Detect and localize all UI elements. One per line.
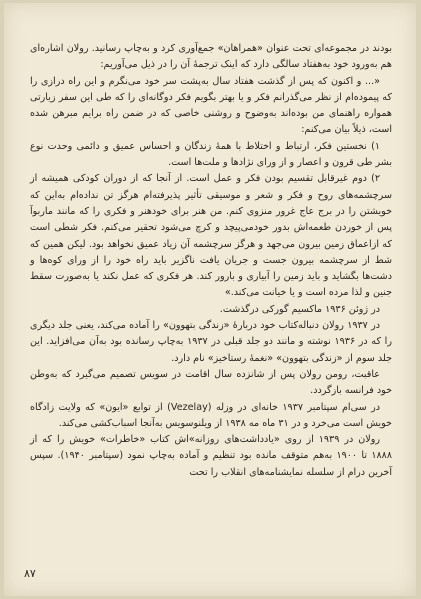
paragraph: در سی‌ام سپتامبر ۱۹۳۷ خانه‌ای در وزله (Vezelay) از توابع «ایون» که ولایت زادگاه خویش است می‌خرد و در ۳۱ ماه مه ۱۹۳۸ از ویلنوسویس به‌آنجا اسباب‌کشی می‌کند.	[30, 401, 392, 429]
book-page	[4, 3, 416, 596]
body-text	[30, 41, 392, 481]
paragraph: در ژوئن ۱۹۳۶ ماکسیم گورکی درگذشت.	[219, 303, 380, 315]
paragraph: ۲) دوم غیرقابل تقسیم بودن فکر و عمل است. از آنجا که از دوران کودکی همیشه از سرچشمه‌های روح و فکر و شعر و موسیقی تأثیر پذیرفته‌ام هرگز تن نداده‌ام به‌این که خویشتن را در برج عاج غرور منزوی کنم. من هنر برای خودهنر و فکری را که مانند ماربوآ پس از خوردن طعمه‌اش بدور خودمی‌پیچد و کرچ می‌شود تحقیر می‌کنم. فکر شطی است که ازاعماق زمین بیرون می‌جهد و هرگز سرچشمه آن زیاد عمیق نخواهد بود. لیکن همین که شط از سرچشمه بیرون جست و جریان یافت ناگزیر باید راه خود را از ورای کوه‌ها و دشت‌ها بگشاید و باید زمین را آبیاری و بارور کند. هر فکری که عمل نکند یا به‌صورت سقط جنین و لذا مرده است و یا خیانت می‌کند.»	[30, 173, 392, 299]
paragraph: رولان در ۱۹۳۹ از روی «یادداشت‌های روزانه»اش کتاب «خاطرات» خویش را که از ۱۸۸۸ تا ۱۹۰۰ به‌هم متوقف مانده بود تنظیم و آماده به‌چاپ نمود (سپتامبر ۱۹۴۰). سپس آخرین درام از سلسله نمایشنامه‌های انقلاب را تحت	[30, 434, 392, 478]
paragraph: بودند در مجموعه‌ای تحت عنوان «همراهان» جمع‌آوری کرد و به‌چاپ رسانید. رولان اشاره‌ای هم به‌ورود خود به‌هفتاد سالگی دارد که اینک ترجمهٔ آن را در ذیل می‌آوریم:	[30, 43, 392, 71]
paragraph: «... و اکنون که پس از گذشت هفتاد سال به‌پشت سر خود می‌نگرم و این راه درازی را که پیموده‌ام از نظر می‌گذرانم فکر و یا بهتر بگویم فکر دوگانه‌ای را که طی این سفر زیارتی همواره راهنمای من بوده‌اند به‌وضوح و روشنی خاصی که در ضمن راه برایم مبرهن شده است، ذیلاً بیان می‌کنم:	[30, 75, 392, 136]
paragraph: عاقبت، رومن رولان پس از شانزده سال اقامت در سویس تصمیم می‌گیرد که به‌وطن خود فرانسه بازگردد.	[30, 368, 392, 397]
page-number: ۸۷	[24, 567, 36, 580]
paragraph: ۱) نخستین فکر، ارتباط و اختلاط با همهٔ زندگان و احساس عمیق و دائمی وحدت نوع بشر طی قرون و اعصار و از ورای نژادها و ملت‌ها است.	[30, 140, 392, 169]
paragraph: در ۱۹۳۷ رولان دنباله‌کتاب خود دربارهٔ «زندگی بتهوون» را آماده می‌کند، یعنی جلد دیگری را که در ۱۹۳۶ نوشته و مانند دو جلد قبلی در ۱۹۳۷ به‌چاپ رسانده بود به‌آن می‌افزاید. این جلد سوم از «زندگی بتهوون» «نغمهٔ رستاخیز» نام دارد.	[30, 320, 392, 364]
